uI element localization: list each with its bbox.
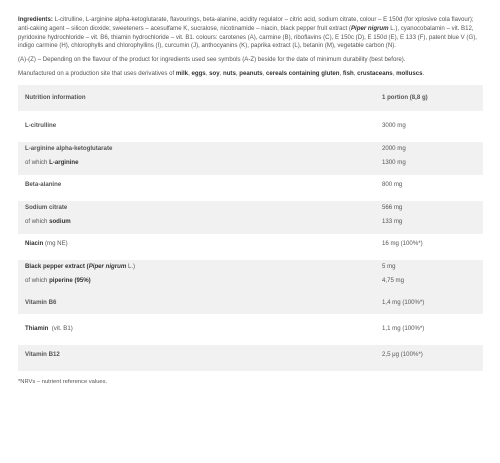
nutrient-sub-value: 133 mg	[375, 215, 483, 229]
allergen-peanuts: peanuts	[239, 70, 263, 78]
allergen-crustaceans: crustaceans	[357, 70, 393, 78]
nutrition-table	[18, 85, 483, 371]
nutrient-value: 3000 mg	[375, 116, 483, 137]
nutrient-value: 2000 mg	[375, 142, 483, 156]
nutrient-sub-value: 4,75 mg	[375, 274, 483, 288]
nutrient-sub-name: of which piperine (95%)	[18, 274, 375, 288]
allergen-eggs: eggs	[191, 70, 206, 78]
nrv-footnote: *NRVs – nutrient reference values.	[18, 378, 108, 385]
allergen-sep: ,	[392, 70, 397, 78]
nutrient-value: 1,1 mg (100%*)	[375, 319, 483, 340]
nutrient-name: L-citrulline	[18, 116, 375, 137]
nutrient-name: Niacin (mg NE)	[18, 234, 375, 255]
table-row-sodium-citrate	[18, 201, 483, 215]
nutrient-name: Sodium citrate	[18, 201, 375, 215]
nutrient-sub-name: of which L-arginine	[18, 156, 375, 170]
nutrient-sub-name: of which sodium	[18, 215, 375, 229]
nutrient-value: 566 mg	[375, 201, 483, 215]
row-spacer	[18, 366, 483, 371]
nutrient-name: Beta-alanine	[18, 175, 375, 196]
allergen-soy: soy	[209, 70, 220, 78]
allergen-intro: Manufactured on a production site that uses derivatives of	[18, 70, 176, 78]
nutrient-value: 1,4 mg (100%*)	[375, 293, 483, 314]
table-row-arginine	[18, 156, 483, 170]
ingredients-text-1: L-citrulline, L-arginine alpha-ketoglutarate, flavourings, beta-alanine, acidity regulator – citric acid, sodium citrate, colour – E 150d (for xplosive cola flavour); anti-caking agent – silicon dioxide; sweeteners – acesulfame K, sucralose, nicotinamide – niacin, black pepper fruit extract (	[18, 16, 474, 32]
allergen-nuts: nuts	[222, 70, 236, 78]
table-row-sodium	[18, 215, 483, 229]
allergen-sep: ,	[188, 70, 192, 78]
allergen-sep: ,	[205, 70, 210, 78]
nutrient-name: Vitamin B6	[18, 293, 375, 314]
allergen-sep: ,	[219, 70, 223, 78]
table-row-niacin	[18, 234, 483, 255]
allergen-statement	[18, 70, 483, 79]
table-row-akg	[18, 142, 483, 156]
header-nutrient: Nutrition information	[18, 85, 375, 111]
header-portion: 1 portion (8,8 g)	[375, 85, 483, 111]
nutrient-name: Black pepper extract (Piper nigrum L.)	[18, 260, 375, 274]
nutrient-value: 2,5 μg (100%*)	[375, 345, 483, 366]
table-row-black-pepper	[18, 260, 483, 274]
ingredients-latin-name: Piper nigrum	[350, 24, 389, 32]
table-row-piperine	[18, 274, 483, 288]
allergen-gluten: cereals containing gluten	[266, 70, 340, 78]
allergen-milk: milk	[175, 70, 189, 78]
table-row-vitamin-b12	[18, 345, 483, 366]
table-row-thiamin	[18, 319, 483, 340]
nutrient-value: 16 mg (100%*)	[375, 234, 483, 255]
nutrient-name: Thiamin (vit. B1)	[18, 319, 375, 340]
allergen-sep: ,	[235, 70, 240, 78]
allergen-end: .	[422, 70, 425, 78]
allergen-sep: ,	[353, 70, 358, 78]
product-info	[18, 16, 483, 386]
allergen-sep: ,	[339, 70, 343, 78]
nutrient-name: L-arginine alpha-ketoglutarate	[18, 142, 375, 156]
nutrient-value: 5 mg	[375, 260, 483, 274]
allergen-fish: fish	[342, 70, 354, 78]
allergen-sep: ,	[262, 70, 267, 78]
allergen-molluscs: molluscs	[396, 70, 423, 78]
nutrient-sub-value: 1300 mg	[375, 156, 483, 170]
ingredients-text-2: L.), cyanocobalamin – vit. B12, pyridoxine hydrochloride – vit. B6, thiamin hydrochloride – vit. B1. colours: carotenes (A), carmine (B), riboflavins (C), E 150c (D), E 150d (E), E 133 (F), patent blue V (G), indigo carmine (H), chlorophylls and chlorophyllins (I), curcumin (J), anthocyanins (K), paprika extract (L), betanin (M), vegetable carbon (N).	[18, 24, 477, 50]
table-row-vitamin-b6	[18, 293, 483, 314]
flavour-note: (A)-(Z) – Depending on the flavour of the product for ingredients used see symbols (A-Z) beside for the date of minimum durability (best before).	[18, 56, 406, 64]
ingredients-label: Ingredients:	[18, 16, 53, 23]
nutrient-name: Vitamin B12	[18, 345, 375, 366]
table-row-beta-alanine	[18, 175, 483, 196]
nutrient-value: 800 mg	[375, 175, 483, 196]
table-row-citrulline	[18, 116, 483, 137]
ingredients-paragraph	[18, 16, 483, 51]
table-header-row	[18, 85, 483, 111]
